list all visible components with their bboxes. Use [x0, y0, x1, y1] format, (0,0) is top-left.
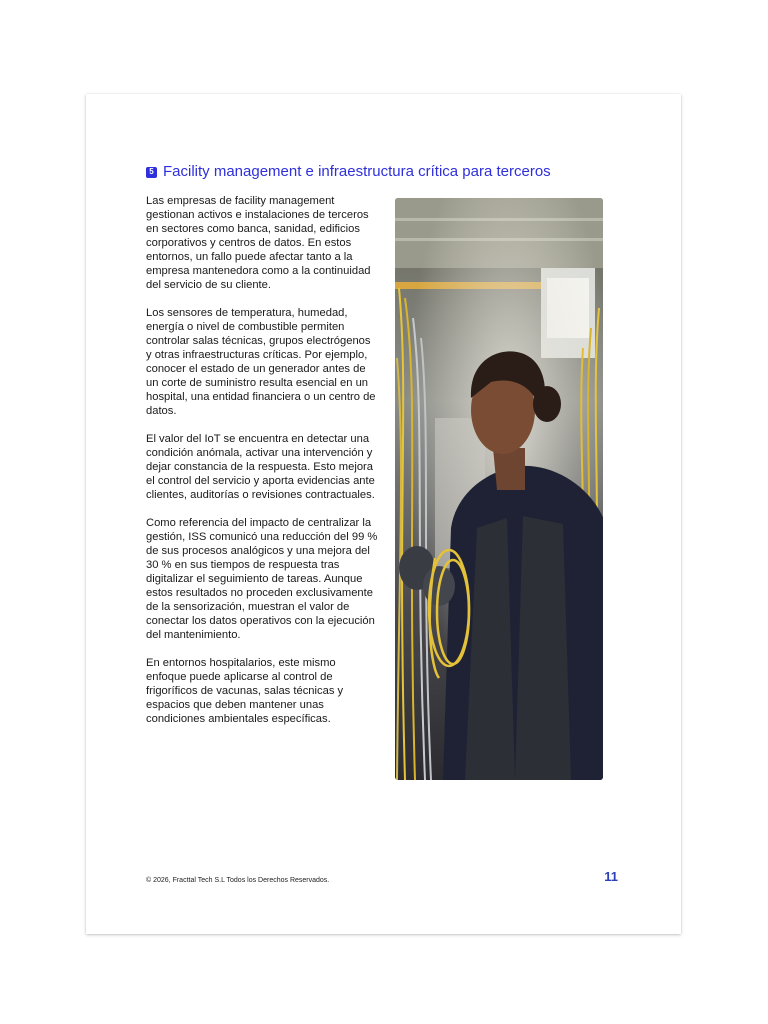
body-text	[146, 194, 378, 740]
section-heading	[146, 162, 626, 182]
document-page	[86, 94, 681, 934]
paragraph: En entornos hospitalarios, este mismo enfoque puede aplicarse al control de frigoríficos de vacunas, salas técnicas y espacios que deben mantener unas condiciones ambientales específicas.	[146, 657, 344, 725]
paragraph: Como referencia del impacto de centralizar la gestión, ISS comunicó una reducción del 99 % de sus procesos analógicos y una mejora del 30 % en sus tiempos de respuesta tras digitalizar el seguimiento de tareas. Aunque estos resultados no proceden exclusivamente de la sensorización, muestran el valor de conectar los datos operativos con la ejecución del mantenimiento.	[146, 517, 378, 641]
technician-photo	[395, 198, 603, 780]
section-number-badge: 5	[146, 167, 157, 178]
paragraph: El valor del IoT se encuentra en detectar una condición anómala, activar una intervención y dejar constancia de la respuesta. Esto mejora el control del servicio y aporta evidencias ante clientes, auditorías o revisiones contractuales.	[146, 433, 375, 501]
section-title: Facility management e infraestructura crítica para terceros	[163, 163, 551, 180]
paragraph: Los sensores de temperatura, humedad, energía o nivel de combustible permiten controlar salas técnicas, grupos electrógenos y otras infraestructuras críticas. Por ejemplo, conocer el estado de un generador antes de un corte de suministro resulta esencial en un hospital, una entidad financiera o un centro de datos.	[146, 307, 376, 417]
footer-copyright: © 2026, Fracttal Tech S.L Todos los Derechos Reservados.	[146, 877, 330, 884]
paragraph: Las empresas de facility management gestionan activos e instalaciones de terceros en sectores como banca, sanidad, edificios corporativos y centros de datos. En estos entornos, un fallo puede afectar tanto a la empresa mantenedora como a la continuidad del servicio de su cliente.	[146, 195, 371, 291]
page-number: 11	[604, 869, 618, 884]
